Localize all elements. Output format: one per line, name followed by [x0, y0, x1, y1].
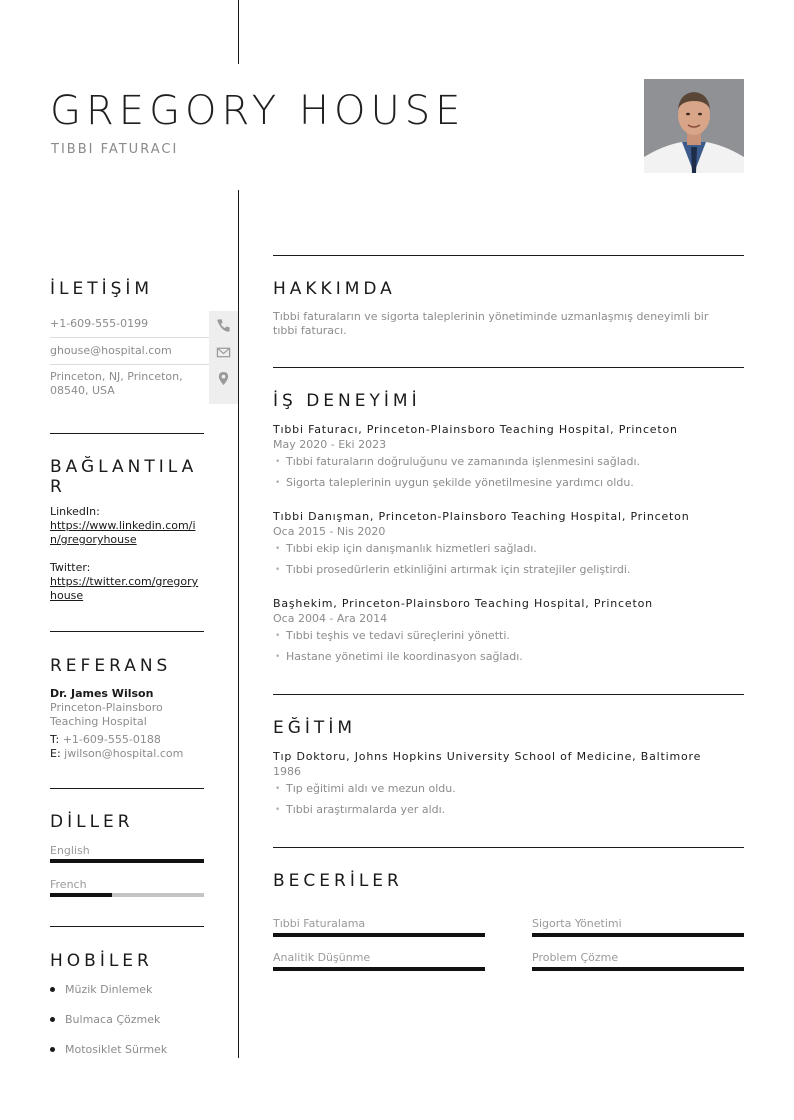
job-title: Başhekim, Princeton-Plainsboro Teaching Hospital, Princeton	[273, 597, 653, 610]
bullet-icon	[50, 1047, 55, 1052]
divider	[273, 847, 744, 848]
skill-item	[273, 917, 485, 937]
reference-org: Princeton-Plainsboro Teaching Hospital	[50, 701, 163, 728]
reference-phone: T: +1-609-555-0188	[50, 733, 161, 746]
hobbies-heading: HOBİLER	[50, 951, 153, 971]
skill-label: Problem Çözme	[532, 951, 619, 964]
about-heading: HAKKIMDA	[273, 279, 396, 299]
contact-phone[interactable]: +1-609-555-0199	[50, 317, 149, 330]
bullet-icon	[50, 1017, 55, 1022]
contact-email[interactable]: ghouse@hospital.com	[50, 344, 172, 357]
divider	[50, 433, 204, 434]
skill-item	[532, 951, 744, 971]
job-entry	[273, 510, 744, 584]
skill-label: Analitik Düşünme	[273, 951, 371, 964]
divider	[50, 926, 204, 927]
divider	[273, 367, 744, 368]
divider	[50, 788, 204, 789]
education-bullet: • Tıp eğitimi aldı ve mezun oldu.	[273, 782, 744, 796]
links-heading: BAĞLANTILAR	[50, 457, 198, 497]
language-label: English	[50, 844, 90, 857]
link-label: LinkedIn:	[50, 505, 100, 518]
languages-heading: DİLLER	[50, 812, 134, 832]
job-entry	[273, 597, 744, 671]
skill-bar	[532, 967, 744, 971]
divider-main	[238, 190, 239, 1058]
skills-heading: BECERİLER	[273, 871, 403, 891]
job-date: Oca 2004 - Ara 2014	[273, 612, 388, 625]
divider	[273, 694, 744, 695]
language-level-bar	[50, 859, 204, 863]
linkedin-url[interactable]: https://www.linkedin.com/in/gregoryhouse	[50, 519, 196, 546]
divider	[50, 364, 210, 365]
reference-name: Dr. James Wilson	[50, 687, 154, 700]
skill-bar	[273, 967, 485, 971]
job-entry	[273, 423, 744, 497]
about-text: Tıbbi faturaların ve sigorta taleplerinin yönetiminde uzmanlaşmış deneyimli bir tıbbi faturacı.	[273, 310, 709, 337]
reference-entry	[50, 687, 204, 761]
skill-item	[273, 951, 485, 971]
twitter-url[interactable]: https://twitter.com/gregoryhouse	[50, 575, 199, 602]
job-bullet: • Tıbbi faturaların doğruluğunu ve zamanında işlenmesini sağladı.	[273, 455, 744, 469]
skill-bar	[273, 933, 485, 937]
link-twitter	[50, 561, 204, 603]
job-bullet: • Sigorta taleplerinin uygun şekilde yönetilmesine yardımcı oldu.	[273, 476, 744, 490]
divider	[50, 631, 204, 632]
contact-heading: İLETİŞİM	[50, 279, 154, 299]
education-entry	[273, 750, 744, 824]
job-bullet: • Tıbbi prosedürlerin etkinliğini artırmak için stratejiler geliştirdi.	[273, 563, 744, 577]
profile-photo	[644, 79, 744, 173]
bullet-icon	[50, 987, 55, 992]
degree-year: 1986	[273, 765, 301, 778]
education-bullet: • Tıbbi araştırmalarda yer aldı.	[273, 803, 744, 817]
contact-address: Princeton, NJ, Princeton, 08540, USA	[50, 370, 183, 397]
job-bullet: • Tıbbi teşhis ve tedavi süreçlerini yönetti.	[273, 629, 744, 643]
references-heading: REFERANS	[50, 656, 172, 676]
skill-label: Sigorta Yönetimi	[532, 917, 622, 930]
divider-top	[238, 0, 239, 64]
experience-heading: İŞ DENEYİMİ	[273, 391, 421, 411]
phone-icon	[216, 318, 231, 333]
mail-icon	[216, 345, 231, 360]
reference-email: E: jwilson@hospital.com	[50, 747, 184, 760]
skill-label: Tıbbi Faturalama	[273, 917, 366, 930]
language-label: French	[50, 878, 87, 891]
language-level-bar	[50, 893, 204, 897]
job-bullet: • Hastane yönetimi ile koordinasyon sağladı.	[273, 650, 744, 664]
job-bullet: • Tıbbi ekip için danışmanlık hizmetleri sağladı.	[273, 542, 744, 556]
degree-title: Tıp Doktoru, Johns Hopkins University School of Medicine, Baltimore	[273, 750, 702, 763]
link-label: Twitter:	[50, 561, 91, 574]
job-date: May 2020 - Eki 2023	[273, 438, 387, 451]
link-linkedin	[50, 505, 204, 547]
skill-item	[532, 917, 744, 937]
education-heading: EĞİTİM	[273, 718, 356, 738]
candidate-title: TIBBI FATURACI	[51, 142, 179, 157]
job-date: Oca 2015 - Nis 2020	[273, 525, 386, 538]
skill-bar	[532, 933, 744, 937]
job-title: Tıbbi Danışman, Princeton-Plainsboro Teaching Hospital, Princeton	[273, 510, 690, 523]
location-icon	[216, 371, 231, 386]
divider	[50, 337, 210, 338]
divider	[273, 255, 744, 256]
candidate-name: GREGORY HOUSE	[50, 88, 466, 134]
job-title: Tıbbi Faturacı, Princeton-Plainsboro Teaching Hospital, Princeton	[273, 423, 678, 436]
contact-icon-column	[209, 311, 238, 404]
